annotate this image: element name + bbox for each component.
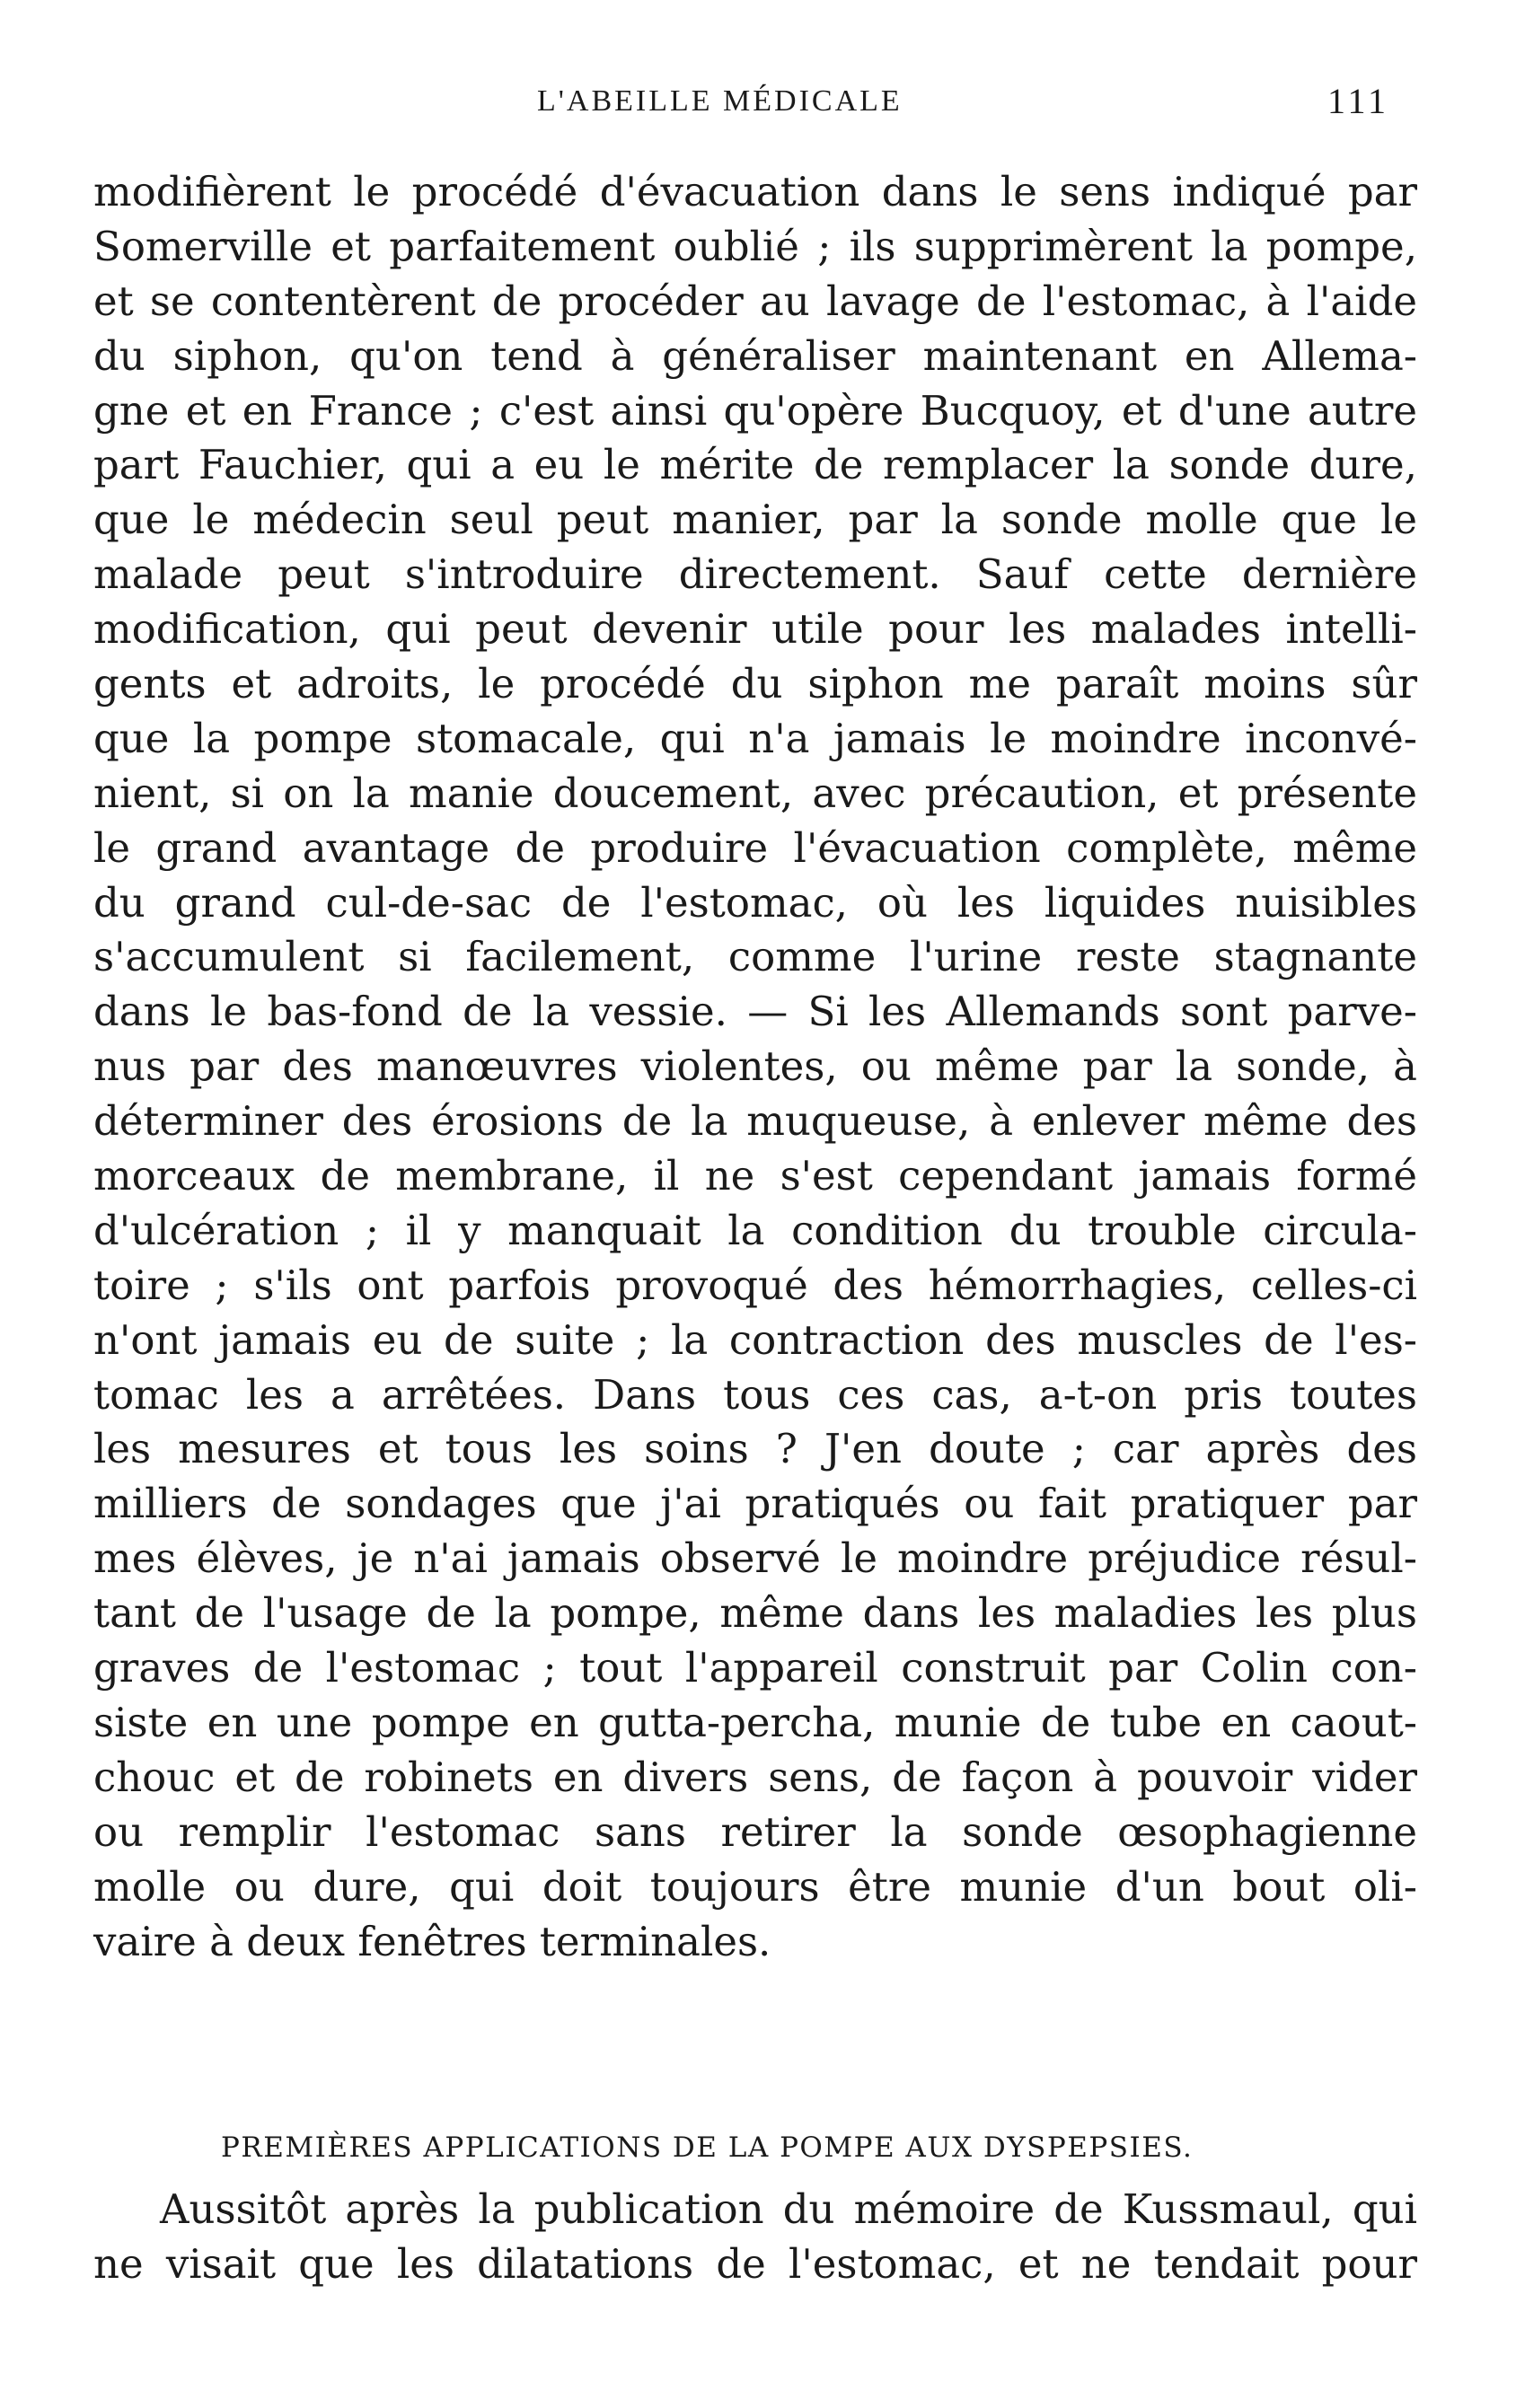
text-line: gne et en France ; c'est ainsi qu'opère Bucquoy, et d'une autre bbox=[93, 386, 1417, 435]
text-line: milliers de sondages que j'ai pratiqués ou fait pratiquer par bbox=[93, 1480, 1417, 1528]
text-line: d'ulcération ; il y manquait la condition du trouble circula- bbox=[93, 1206, 1417, 1254]
text-line: s'accumulent si facilement, comme l'urine reste stagnante bbox=[93, 933, 1417, 981]
text-line: morceaux de membrane, il ne s'est cependant jamais formé bbox=[93, 1152, 1417, 1200]
paragraph-2 bbox=[93, 2183, 1417, 2292]
text-line: que le médecin seul peut manier, par la sonde molle que le bbox=[93, 496, 1417, 544]
text-line: Somerville et parfaitement oublié ; ils supprimèrent la pompe, bbox=[93, 222, 1417, 270]
page-header bbox=[0, 70, 1516, 133]
text-line: ou remplir l'estomac sans retirer la sonde œsophagienne bbox=[93, 1807, 1417, 1856]
text-line: graves de l'estomac ; tout l'appareil construit par Colin con- bbox=[93, 1644, 1417, 1692]
text-line: tomac les a arrêtées. Dans tous ces cas, a-t-on pris toutes bbox=[93, 1370, 1417, 1419]
section-heading: PREMIÈRES APPLICATIONS DE LA POMPE AUX DYSPEPSIES. bbox=[221, 2131, 1194, 2164]
running-head: L'ABEILLE MÉDICALE bbox=[537, 84, 903, 118]
text-line: le grand avantage de produire l'évacuation complète, même bbox=[93, 823, 1417, 872]
text-line: gents et adroits, le procédé du siphon me paraît moins sûr bbox=[93, 660, 1417, 708]
text-line: du grand cul-de-sac de l'estomac, où les liquides nuisibles bbox=[93, 878, 1417, 927]
text-line: modification, qui peut devenir utile pour les malades intelli- bbox=[93, 605, 1417, 654]
text-line: part Fauchier, qui a eu le mérite de remplacer la sonde dure, bbox=[93, 441, 1417, 489]
text-line: nus par des manœuvres violentes, ou même par la sonde, à bbox=[93, 1042, 1417, 1091]
text-line: n'ont jamais eu de suite ; la contraction des muscles de l'es- bbox=[93, 1315, 1417, 1364]
text-line: toire ; s'ils ont parfois provoqué des hémorrhagies, celles-ci bbox=[93, 1261, 1417, 1309]
paragraph-1 bbox=[93, 165, 1417, 1969]
text-line: Aussitôt après la publication du mémoire de Kussmaul, qui bbox=[160, 2185, 1417, 2233]
text-line: malade peut s'introduire directement. Sauf cette dernière bbox=[93, 550, 1417, 599]
text-line: vaire à deux fenêtres terminales. bbox=[93, 1917, 771, 1965]
text-line: les mesures et tous les soins ? J'en doute ; car après des bbox=[93, 1425, 1417, 1473]
text-line: modifièrent le procédé d'évacuation dans le sens indiqué par bbox=[93, 168, 1417, 215]
text-line: et se contentèrent de procéder au lavage de l'estomac, à l'aide bbox=[93, 277, 1417, 325]
text-line: du siphon, qu'on tend à généraliser maintenant en Allema- bbox=[93, 331, 1417, 380]
text-line: molle ou dure, qui doit toujours être munie d'un bout oli- bbox=[93, 1862, 1417, 1911]
text-line: siste en une pompe en gutta-percha, munie de tube en caout- bbox=[93, 1698, 1417, 1746]
text-line: nient, si on la manie doucement, avec précaution, et présente bbox=[93, 769, 1417, 817]
text-line: ne visait que les dilatations de l'estomac, et ne tendait pour bbox=[93, 2239, 1417, 2288]
text-line: chouc et de robinets en divers sens, de façon à pouvoir vider bbox=[93, 1753, 1417, 1801]
text-line: mes élèves, je n'ai jamais observé le moindre préjudice résul- bbox=[93, 1534, 1417, 1583]
text-line: que la pompe stomacale, qui n'a jamais le moindre inconvé- bbox=[93, 714, 1417, 762]
page-number: 111 bbox=[1327, 81, 1390, 121]
text-line: déterminer des érosions de la muqueuse, à enlever même des bbox=[93, 1097, 1417, 1146]
text-line: tant de l'usage de la pompe, même dans les maladies les plus bbox=[93, 1589, 1417, 1638]
text-line: dans le bas-fond de la vessie. — Si les Allemands sont parve- bbox=[93, 988, 1417, 1036]
